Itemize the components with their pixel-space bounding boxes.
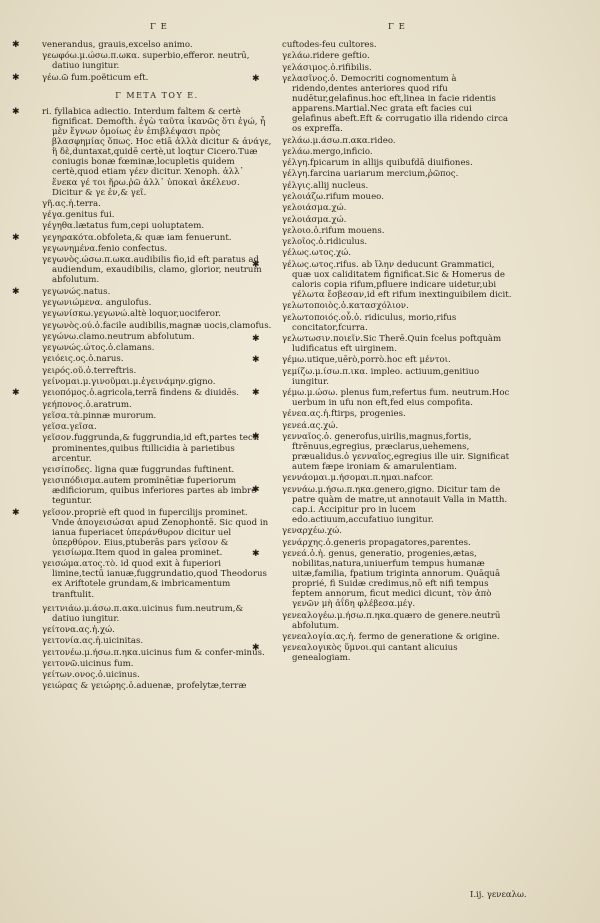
dictionary-entry: γενεαλογέω.μ.ήσω.π.ηκα.quæro de genere.neutrū abfolutum. (282, 610, 501, 631)
dictionary-entry: γελάω.ridere geftio. (282, 51, 370, 62)
dictionary-entry: γεῖσα.γεῖσα. (42, 422, 97, 433)
dictionary-entry: γείτονα.ας.ἡ.χώ. (42, 625, 115, 636)
left-column (42, 40, 272, 693)
dictionary-entry: ✱ γενεά.ὁ.ἡ. genus, generatio, progenies,ætas, nobilitas,natura,uniuerfum tempus humanæ uitæ,familia, fpatium triginta annorum. Quāquā proprié, fi Suidæ credimus,nō eft nifi tempus feptem annorum, ficut medici dicunt, τὸν ἀπὸ γενῶν μὴ ἀΐδη φλέβεσα.μέγ. (282, 549, 512, 610)
dictionary-entry: γελάσιμος.ὁ.rifibilis. (282, 62, 372, 73)
dictionary-entry: γεγωνὸς.ώσω.π.ωκα.audibilis fio,id eft paratus ad audiendum, exaudibilis, clamo, glorior, neutrum abfolutum. (42, 255, 262, 286)
dictionary-entry: γελοιο.ὁ.rifum mouens. (282, 225, 385, 236)
dictionary-entry: ✱ γεγηρακότα.obfoleta,& quæ iam fenuerunt. (42, 233, 272, 243)
dictionary-entry: γεισίποδες. ligna quæ fuggrundas fuftinent. (42, 464, 235, 475)
dictionary-entry: γειτονέω.μ.ήσω.π.ηκα.uicinus fum & confer-minus. (42, 647, 265, 658)
dictionary-entry: γεήπονος.ὁ.aratrum. (42, 399, 132, 410)
dictionary-entry: ✱ γέμω.μ.ώσω. plenus fum,refertus fum. neutrum.Hoc uerbum in ufu non eft,fed eius compofita. (282, 388, 512, 408)
dictionary-entry: cuftodes-feu cultores. (282, 40, 377, 50)
dictionary-entry: γέλγις.allij nucleus. (282, 180, 369, 191)
dictionary-entry: γελοιάζω.rifum moueo. (282, 192, 384, 202)
running-head-left: Γ E (150, 22, 168, 32)
dictionary-entry: γειτονία.ας.ἡ.uicinitas. (42, 636, 144, 647)
dictionary-entry: γειόεις.ος.ὁ.narus. (42, 354, 124, 365)
dictionary-entry: γέγα.genitus fui. (42, 210, 115, 221)
dictionary-entry: γειτονῶ.uicinus fum. (42, 658, 134, 669)
dictionary-entry: γελάω.mergo,inficio. (282, 146, 373, 157)
dictionary-entry: γέλγη.farcina uariarum mercium,ῥῶπος. (282, 169, 459, 180)
dictionary-entry: ✱ γελωτωσιν.ποιεῖν.Sic Therē.Quin fcelus poftquàm ludificatus eft uirginem. (282, 334, 512, 354)
dictionary-entry: ✱ γεῖσον.propriè eft quod in fupercilijs prominet. Vnde ἀπογεισώσαι apud Zenophontē. Sic quod in ianua fuperiacet ὑπεράνθυρον dicitur uel ὑπερθύρον. Eius,ptuberās pars γεῖσον & γεισίωμα.Item quod in galea prominet. (42, 508, 272, 558)
dictionary-entry: γεμίζω.μ.ίσω.π.ικα. impleo. actiuum,genitiuo iungitur. (282, 366, 480, 387)
dictionary-entry: γένεα.ας.ἡ.ftirps, progenies. (282, 409, 406, 420)
running-head-right: Γ E (388, 22, 406, 32)
dictionary-entry: γῆ.ας.ἡ.terra. (42, 198, 101, 209)
dictionary-entry: γεγωνώς.ώτος.ὁ.clamans. (42, 343, 155, 354)
dictionary-entry: ✱ γεγωνώς.natus. (42, 287, 272, 297)
dictionary-entry: γελωτοποιὸς.ὁ.κατασχόλιον. (282, 301, 409, 312)
dictionary-entry: γεγωνίσκω.γεγωνώ.altè loquor,uociferor. (42, 309, 221, 320)
dictionary-entry: γεῖσον.fuggrunda,& fuggrundia,id eft,partes tecti prominentes,quibus ftillicidia à parietibus arcentur. (42, 433, 259, 464)
dictionary-entry: γέλως.ωτος.χώ. (282, 248, 352, 259)
dictionary-entry: γεισώμα.ατος.τὸ. id quod exit à fuperiori limine,tectū ianuæ,fuggrundatio,quod Theodorus ex Ariftotele grundam,& imbricamentum tranftulit. (42, 559, 267, 600)
dictionary-entry: γεγώνω.clamo.neutrum abfolutum. (42, 331, 195, 342)
dictionary-entry: γειτνιάω.μ.άσω.π.ακα.uicinus fum.neutrum,& datiuo iungitur. (42, 603, 244, 624)
dictionary-entry: ✱ venerandus, grauis,excelso animo. (42, 40, 272, 50)
dictionary-entry: γέλγη.fpicarum in allijs quibufdā diuifiones. (282, 158, 473, 169)
dictionary-entry: γενεά.ας.χώ. (282, 420, 339, 431)
dictionary-entry: γεννάομαι.μ.ήσομαι.π.ημαι.nafcor. (282, 473, 434, 484)
dictionary-entry: γελοιάσμα.χώ. (282, 203, 347, 214)
dictionary-entry: ✱ γέω.ῶ fum.poëticum eft. (42, 73, 272, 83)
dictionary-entry: γεῖσα.τὰ.pinnæ murorum. (42, 410, 157, 421)
dictionary-entry: ✱ γειοπόμος.ὁ.agricola,terrā findens & diuidēs. (42, 388, 272, 398)
dictionary-entry: γελοιάσμα.χώ. (282, 214, 347, 225)
dictionary-entry: ✱ γεννάω.μ.ήσω.π.ηκα.genero,gigno. Dicitur tam de patre quàm de matre,ut annotauit Valla in Matth. cap.i. Accipitur pro in lucem edo.actiuum,accufatiuo iungitur. (282, 485, 512, 525)
dictionary-entry: γείνομαι.μ.γινοῦμαι.μ.ἐγεινάμην.gigno. (42, 377, 216, 387)
dictionary-entry: γενεαλογία.ας.ἡ. fermo de generatione & origine. (282, 631, 500, 642)
dictionary-entry: γεωφόω.μ.ώσω.π.ωκα. superbio,efferor. neutrū, datiuo iungitur. (42, 51, 250, 72)
dictionary-entry: γεναρχέω.χώ. (282, 526, 343, 537)
dictionary-entry: γεγωνὸς.ού.ὁ.facile audibilis,magnæ uocis,clamofus. (42, 320, 272, 331)
dictionary-entry: γέγηθα.lætatus fum,cepi uoluptatem. (42, 221, 205, 232)
dictionary-entry: γειώρας & γειώρης.ὁ.aduenæ, profelytæ,terræ (42, 681, 247, 692)
section-heading: Γ ΜΕΤΑ ΤΟΥ Ε. (115, 90, 199, 100)
dictionary-entry: γελάω.μ.άσω.π.ακα.rideo. (282, 135, 396, 146)
dictionary-entry: ✱ ri. fyllabica adiectio. Interdum faltem & certè fignificat. Demofth. ἐγὼ ταῦτα ἱκανῶς ὅτι ἐγώ, ἦ μὲν ἔγνων ὁμοίως ἐν ἐπιβλέψασι πρὸς βλασφημίας ὅπως. Hoc etiā ἀλλὰ dicitur & ἀνάγε, ἢ δὲ,duntaxat,quidē certè,ut loqtur Cicero.Tuæ coniugis bonæ fœminæ,locupletis quidem certè,quod etiam γέεν dicitur. Xenoph. ἀλλ᾽ ἕνεκα γέ τοι ἥρω.ῥῶ ἀλλ᾽ ὑποκαὶ ἀκέλευσ. Dicitur & γε ἐν,& γεῖ. (42, 107, 272, 198)
right-column (282, 40, 512, 665)
dictionary-entry: ✱ γενεαλογικὸς ὕμνοι.qui cantant alicuius genealogiam. (282, 643, 512, 663)
dictionary-entry: γελωτοποιός.οὖ.ὁ. ridiculus, morio,rifus concitator,fcurra. (282, 312, 457, 333)
dictionary-entry: γείτων.ονος.ὁ.uicinus. (42, 670, 140, 681)
dictionary-entry: ✱ γέμω.utique,uērò,porrò.hoc eft μέντοι. (282, 355, 512, 365)
signature-mark: I.ij. γενεαλω. (470, 890, 527, 900)
dictionary-entry: γεισιπόδισμα.autem prominētiæ fuperiorum ædificiorum, quibus inferiores partes ab imbre teguntur. (42, 476, 257, 507)
dictionary-entry: γενάρχης.ὁ.generis propagatores,parentes. (282, 537, 471, 548)
dictionary-entry: γελοῖος.ὁ.ridiculus. (282, 237, 368, 248)
dictionary-entry: γειρός.οῦ.ὁ.terreftris. (42, 365, 137, 376)
dictionary-entry: γεγωνημένα.fenio confectus. (42, 244, 168, 254)
dictionary-entry: ✱ γέλως.ωτος.rifus. ab ἴλην deducunt Grammatici, quæ uox caliditatem fignificat.Sic & Homerus de caloris copia rifum,pfluere indicare uidetur,ubi γέλωτα ἔσβεσαν,id eft rifum inextinguibilem dicit. (282, 260, 512, 300)
dictionary-entry: ✱ γενναῖος.ὁ. generofus,uirilis,magnus,fortis, ftrēnuus,egregius, præclarus,uehemens, præualidus.ὁ γενναῖος,egregius ille uir. Significat autem fæpe ironiam & amarulentiam. (282, 432, 512, 472)
dictionary-entry: γεγωνιώμενα. angulofus. (42, 298, 152, 309)
dictionary-entry: ✱ γελασῖνος.ὁ. Democriti cognomentum à ridendo,dentes anteriores quod rifu nudētur,gelafinus.hoc eft,linea in facie ridentis apparens.Martial.Nec grata eft facies cui gelafinus abeft.Eft & corrugatio illa ridendo circa os expreffa. (282, 74, 512, 135)
